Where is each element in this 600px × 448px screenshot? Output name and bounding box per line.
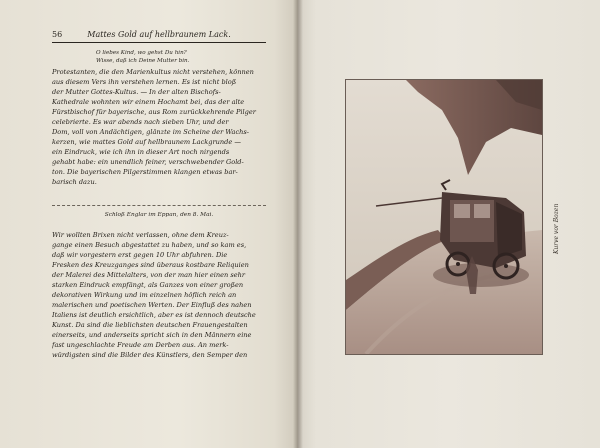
verse-line: O liebes Kind, wo gehst Du hin? [96,50,187,56]
text-line: fast ungeschlachte Freude am Derben aus. An merk- [52,341,229,349]
photo-plate [346,80,542,354]
text-line: Fresken des Kreuzganges sind überaus kostbare Reliquien [52,261,249,269]
verse [96,49,189,65]
left-page [0,0,298,448]
text-line: ein Eindruck, wie ich ihn in dieser Art noch nirgends [52,148,230,156]
text-line: dekorativen Wirkung und im einzelnen höflich reich an [52,291,237,299]
text-line: ton. Die bayerischen Pilgerstimmen klangen etwas bar- [52,168,238,176]
text-line: Kunst. Da sind die lieblichsten deutschen Frauengestalten [52,321,248,329]
running-title: Mattes Gold auf hellbraunem Lack. [87,30,231,39]
text-line: celebrierte. Es war abends nach sieben Uhr, und der [52,118,229,126]
car-on-mountain-road-photo [346,80,542,354]
text-line: daß wir vorgestern erst gegen 10 Uhr abfuhren. Die [52,251,228,259]
text-line: Protestanten, die den Marienkultus nicht verstehen, können [52,68,254,76]
text-line: einerseits, und anderseits spricht sich in den Männern eine [52,331,252,339]
text-line: aus diesem Vers ihn verstehen lernen. Es ist nicht bloß [52,78,237,86]
text-line: gange einen Besuch abgestattet zu haben, und so kam es, [52,241,247,249]
text-line: Fürstbischof für bayerische, aus Rom zurückkehrende Pilger [52,108,256,116]
text-line: Italiens ist deutlich ersichtlich, aber es ist dennoch deutsche [52,311,256,319]
plate-caption: Kurve vor Bozen [553,203,560,254]
verse-line: Wisse, daß ich Deine Mutter bin. [96,58,190,64]
text-line: der Mutter Gottes-Kultus. — In der alten Bischofs- [52,88,221,96]
text-line: Wir wollten Brixen nicht verlassen, ohne dem Kreuz- [52,231,229,239]
running-head [52,30,266,43]
book-gutter [293,0,303,448]
text-line: barisch dazu. [52,178,97,186]
text-line: gehabt habe: ein unendlich feiner, verschwebender Gold- [52,158,244,166]
text-line: Dom, voll von Andächtigen, glänzte im Scheine der Wachs- [52,128,250,136]
text-line: Kathedrale wohnten wir einem Hochamt bei, das der alte [52,98,245,106]
paragraph-1 [52,67,268,187]
text-line: starken Eindruck empfängt, als Ganzes von einer großen [52,281,244,289]
text-line: kerzen, wie mattes Gold auf hellbraunem Lackgrunde — [52,138,241,146]
dateline: Schloß Englar im Eppan, den 8. Mai. [104,212,214,218]
text-line: der Malerei des Mittelalters, von der man hier einen sehr [52,271,246,279]
text-line: malerischen und poetischen Werten. Der Einfluß des nahen [52,301,252,309]
paragraph-2 [52,230,268,360]
section-divider [52,205,266,206]
text-line: würdigsten sind die Bilder des Künstlers, den Semper den [52,351,248,359]
page-number: 56 [52,30,63,39]
